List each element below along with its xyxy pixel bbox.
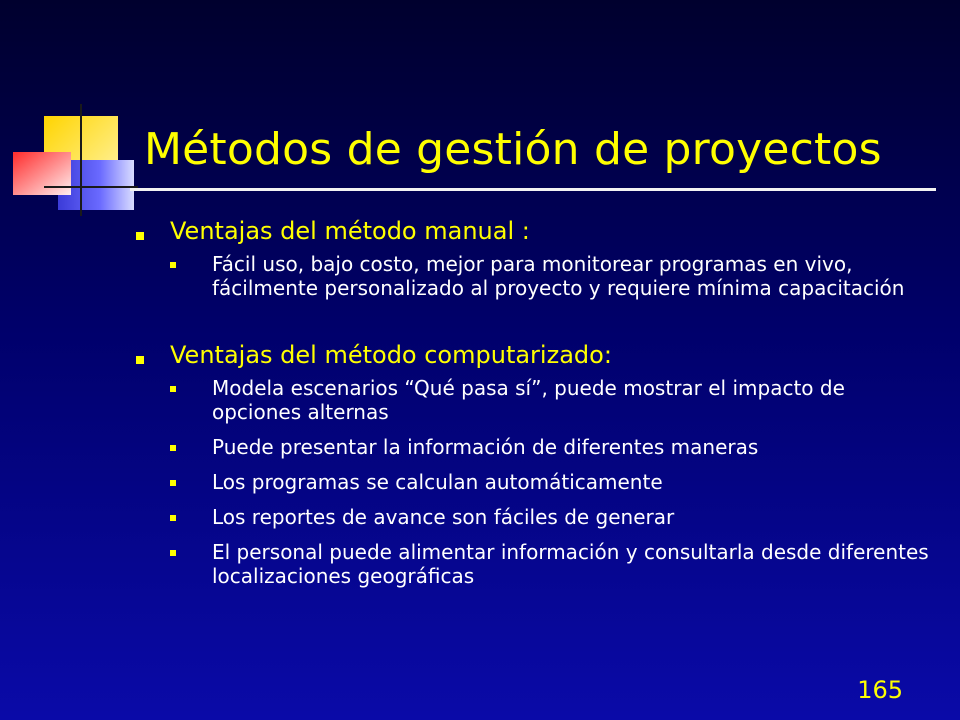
slide-body (136, 216, 936, 599)
list-item: Modela escenarios “Qué pasa sí”, puede mostrar el impacto de opciones alternas (170, 376, 936, 424)
list-item: Los programas se calculan automáticamente (170, 470, 936, 494)
list-item: Los reportes de avance son fáciles de generar (170, 505, 936, 529)
title-underline (130, 188, 936, 191)
sub-bullet-list (170, 252, 936, 300)
page-number: 165 (857, 676, 903, 704)
section-manual (136, 216, 936, 300)
logo-red-square (13, 152, 71, 195)
list-item: Fácil uso, bajo costo, mejor para monitorear programas en vivo, fácilmente personalizado al proyecto y requiere mínima capacitación (170, 252, 936, 300)
logo-horizontal-line (44, 186, 138, 188)
section-heading: Ventajas del método computarizado: (170, 341, 612, 369)
list-item: Puede presentar la información de diferentes maneras (170, 435, 936, 459)
sub-bullet-list (170, 376, 936, 588)
list-item: El personal puede alimentar información y consultarla desde diferentes localizaciones geográficas (170, 540, 936, 588)
logo-vertical-line (80, 104, 82, 216)
section-heading: Ventajas del método manual : (170, 217, 530, 245)
slide-title: Métodos de gestión de proyectos (144, 124, 882, 175)
bullet-list (136, 216, 936, 588)
section-computarizado (136, 340, 936, 588)
